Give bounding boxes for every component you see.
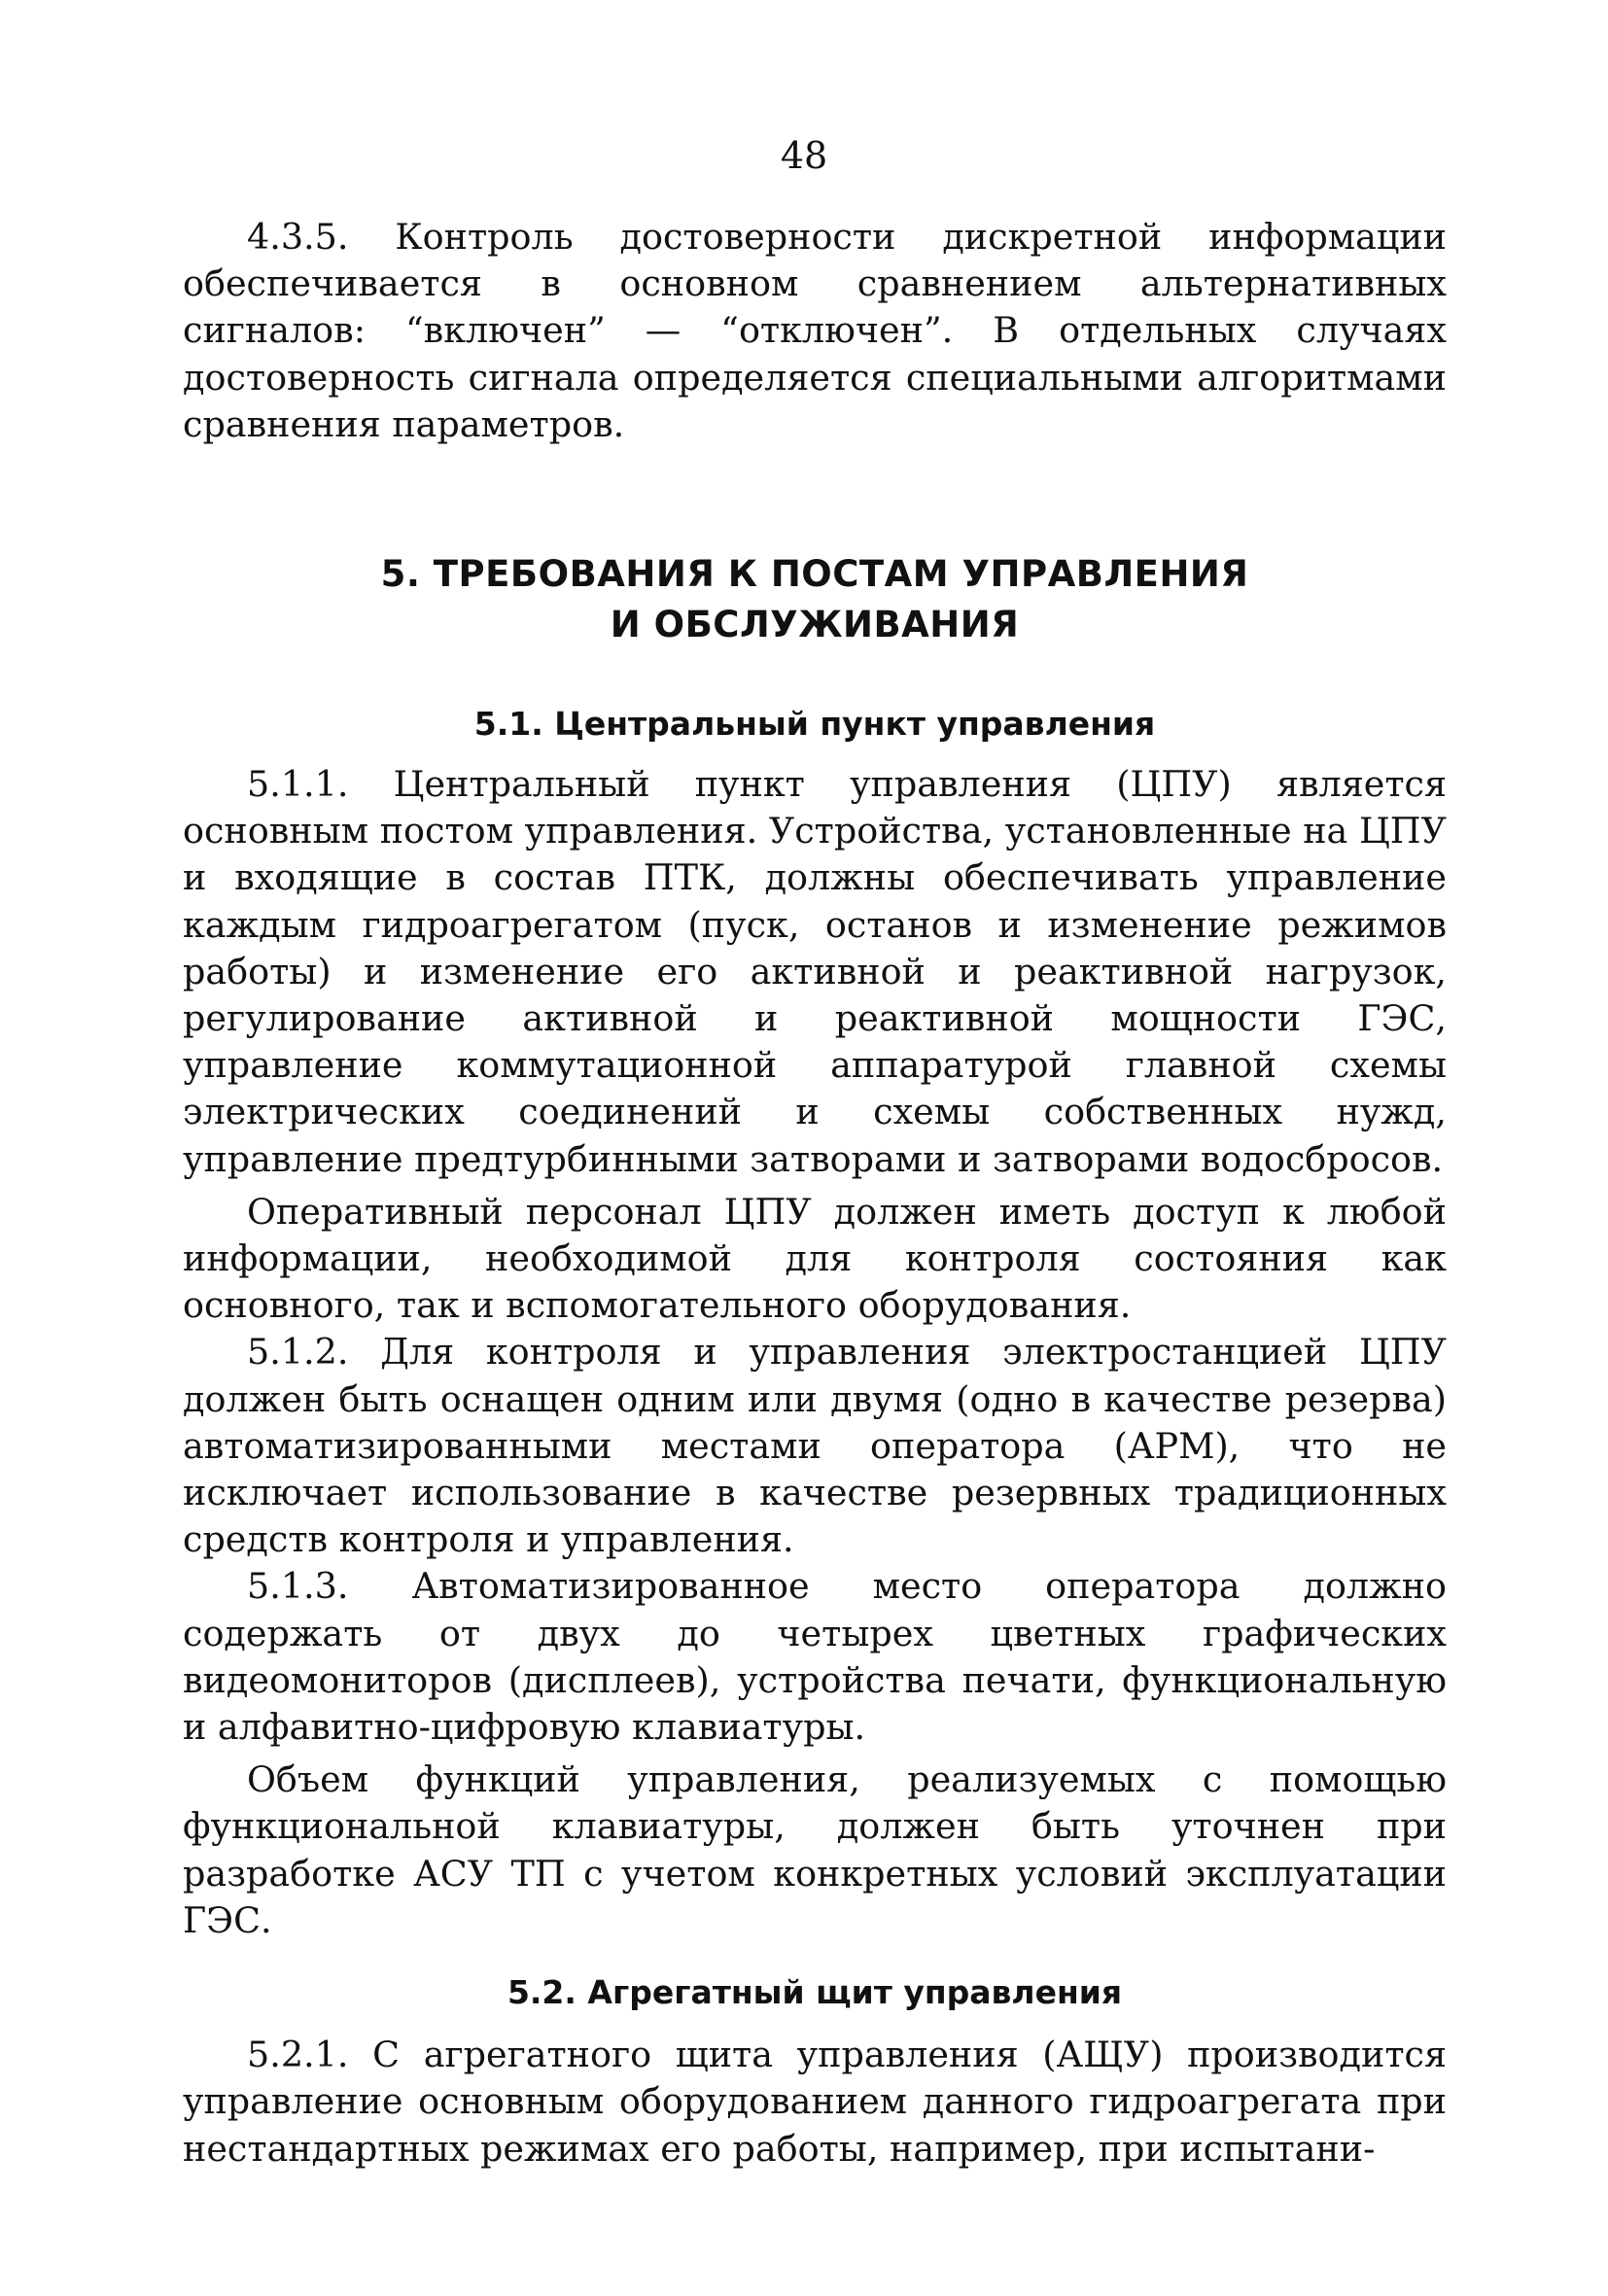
paragraph-5-1-2: 5.1.2. Для контроля и управления электростанцией ЦПУ должен быть оснащен одним или двумя (одно в качестве резерва) автоматизированными местами оператора (АРМ), что не исключает использование в качестве резервных традиционных средств контроля и управления. [183, 1331, 1447, 1561]
paragraph-4-3-5: 4.3.5. Контроль достоверности дискретной информации обеспечивается в основном сравнением альтернативных сигналов: “включен” — “отключен”. В отдельных случаях достоверность сигнала определяется специальными алгоритмами сравнения параметров. [183, 216, 1447, 445]
page-number: 48 [780, 134, 828, 177]
paragraph-5-1-1-continued: Оперативный персонал ЦПУ должен иметь доступ к любой информации, необходимой для контроля состояния как основного, так и вспомогательного оборудования. [183, 1190, 1447, 1327]
section-5-heading-line-1: 5. ТРЕБОВАНИЯ К ПОСТАМ УПРАВЛЕНИЯ [380, 553, 1249, 596]
section-5-heading-line-2: И ОБСЛУЖИВАНИЯ [610, 604, 1020, 646]
subsection-5-1-heading: 5.1. Центральный пункт управления [473, 705, 1156, 744]
paragraph-5-1-3-continued: Объем функций управления, реализуемых с помощью функциональной клавиатуры, должен быть уточнен при разработке АСУ ТП с учетом конкретных условий эксплуатации ГЭС. [183, 1758, 1447, 1941]
section-5-heading [183, 549, 1447, 650]
paragraph-5-1-1: 5.1.1. Центральный пункт управления (ЦПУ) является основным постом управления. Устройства, установленные на ЦПУ и входящие в состав ПТК, должны обеспечивать управление каждым гидроагрегатом (пуск, останов и изменение режимов работы) и изменение его активной и реактивной нагрузок, регулирование активной и реактивной мощности ГЭС, управление коммутационной аппаратурой главной схемы электрических соединений и схемы собственных нужд, управление предтурбинными затворами и затворами водосбросов. [183, 763, 1447, 1180]
page-content [183, 214, 1447, 2173]
paragraph-5-1-3: 5.1.3. Автоматизированное место оператора должно содержать от двух до четырех цветных графических видеомониторов (дисплеев), устройства печати, функциональную и алфавитно-цифровую клавиатуры. [183, 1565, 1447, 1749]
subsection-5-2-heading: 5.2. Агрегатный щит управления [507, 1973, 1123, 2012]
paragraph-5-2-1: 5.2.1. С агрегатного щита управления (АЩУ) производится управление основным оборудованием данного гидроагрегата при нестандартных режимах его работы, например, при испытани- [183, 2034, 1447, 2170]
